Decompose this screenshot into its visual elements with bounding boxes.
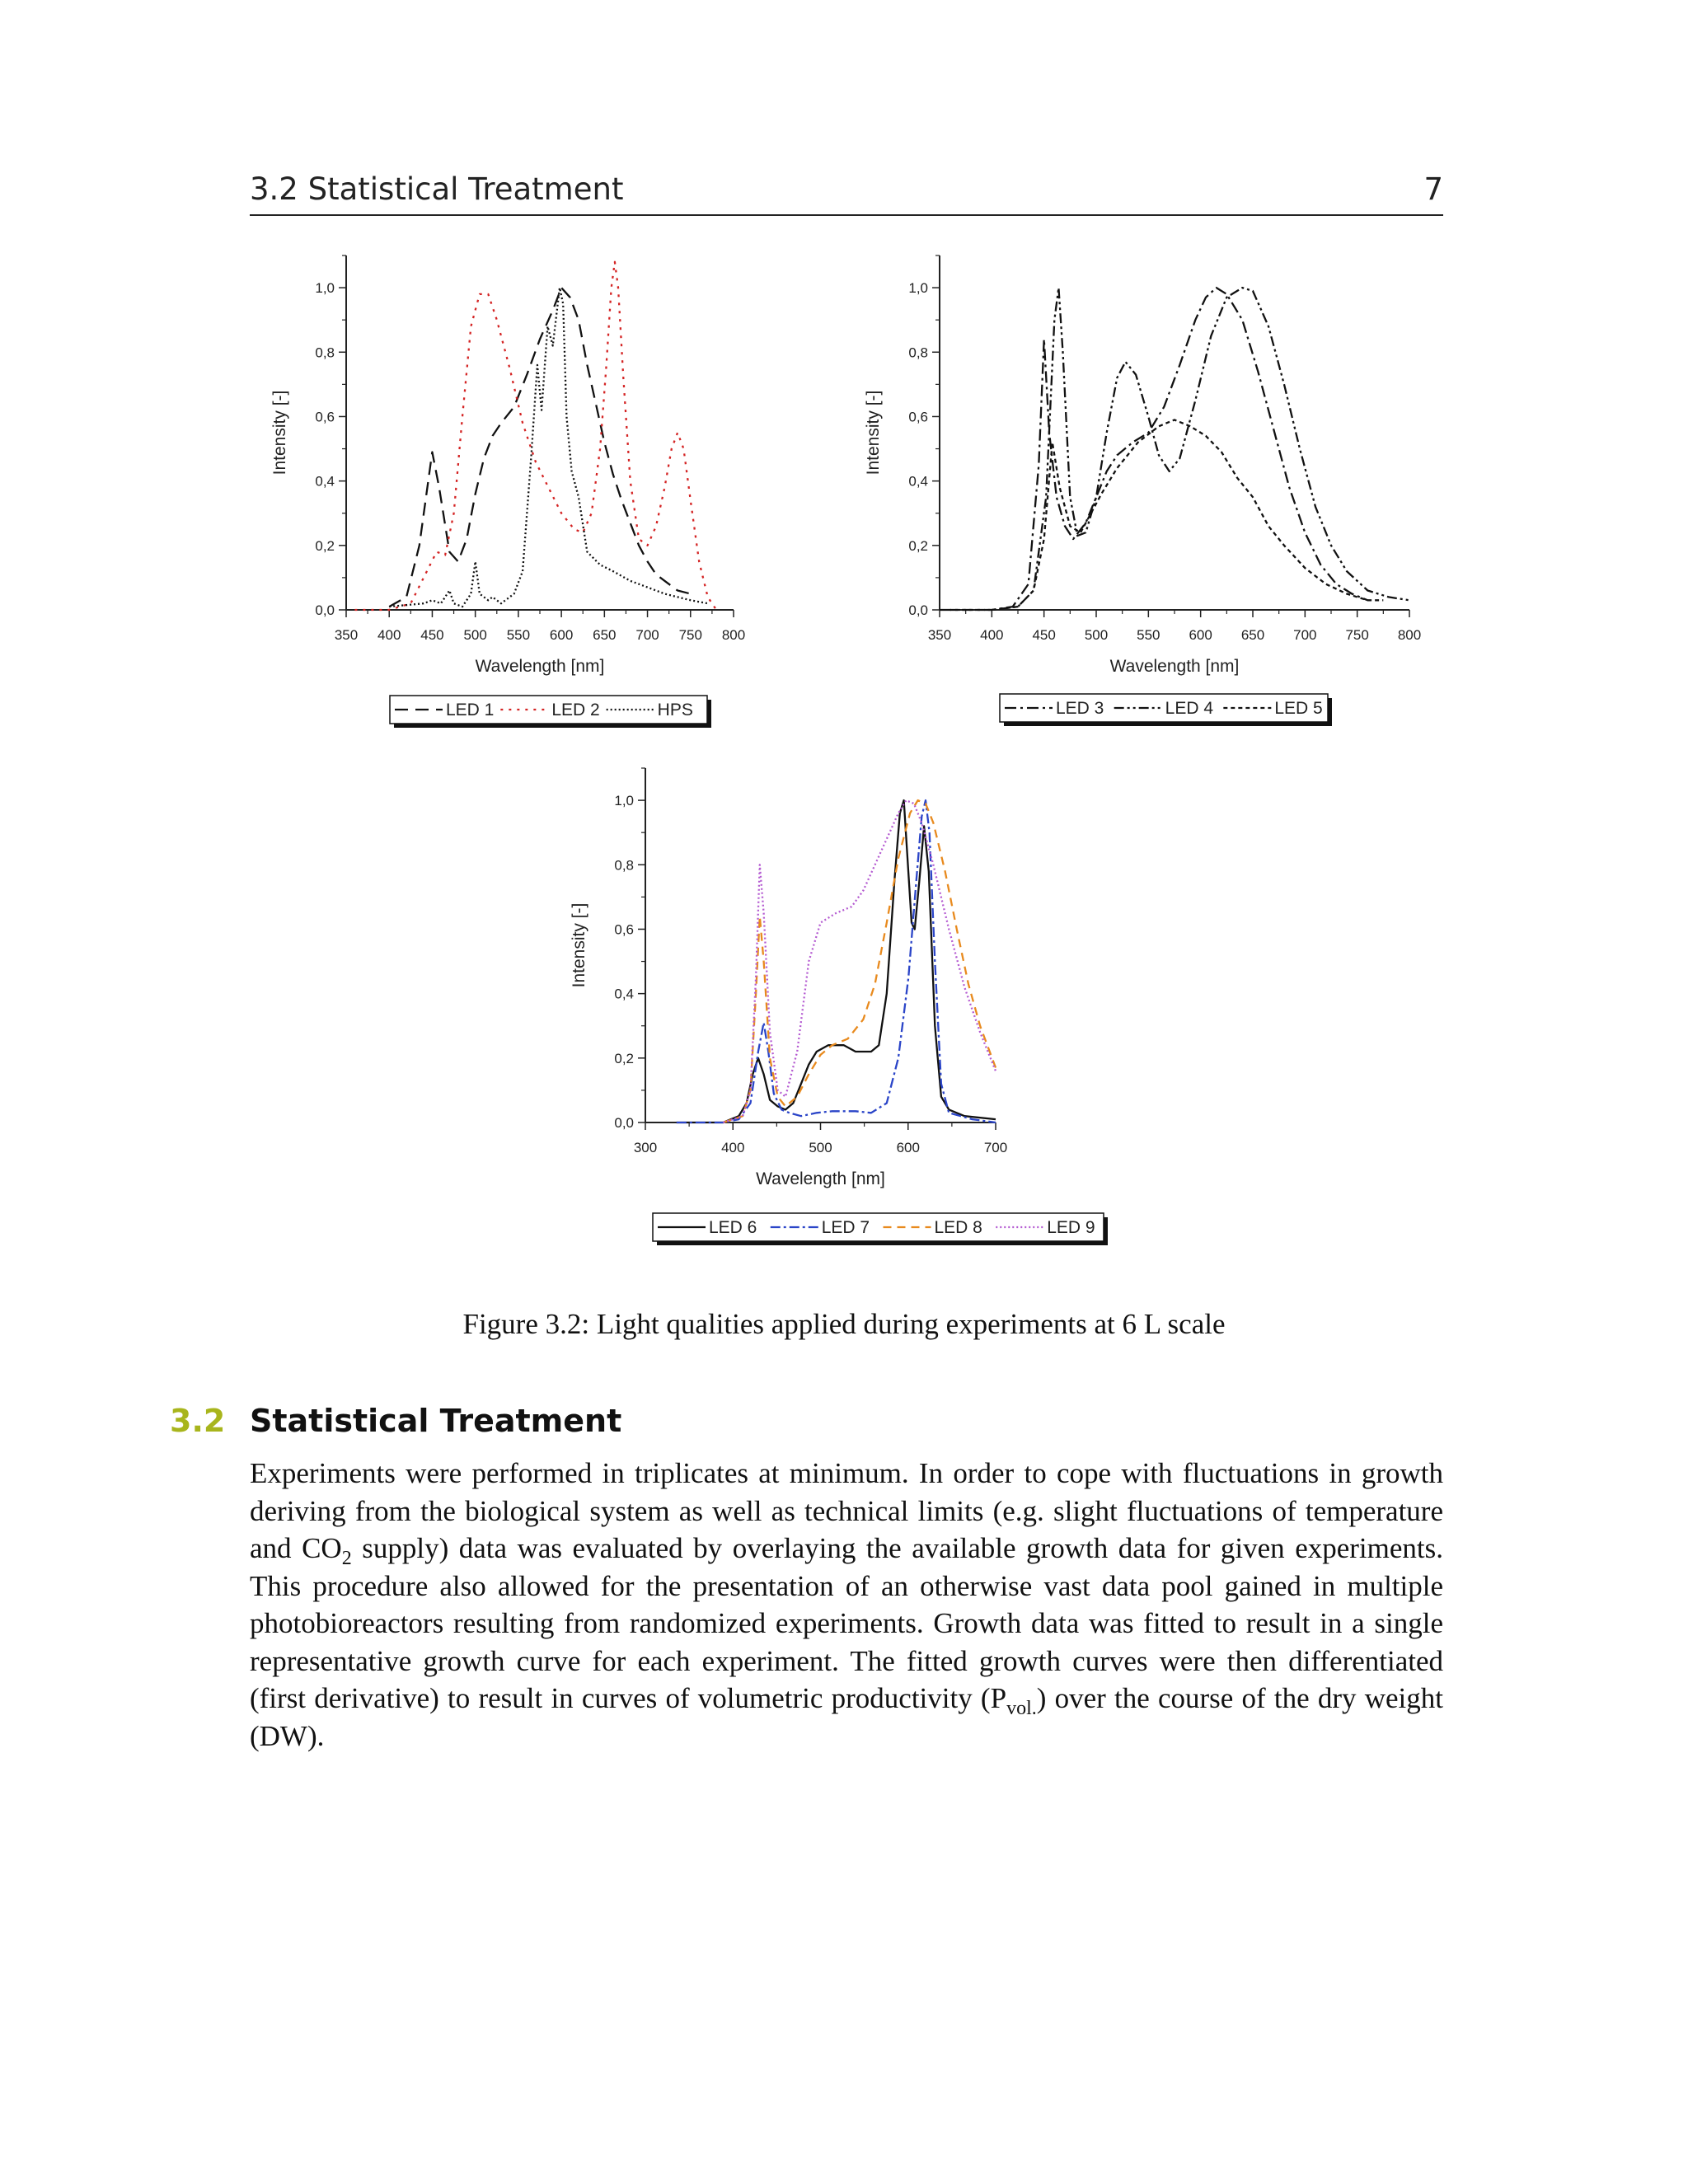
pvol-subscript: vol. (1006, 1698, 1037, 1719)
section-title: Statistical Treatment (250, 1403, 622, 1439)
chart1-y-tick-label: 0,6 (908, 409, 928, 425)
chart0-legend-label: LED 1 (446, 701, 495, 719)
chart1-series-led-3 (940, 288, 1367, 610)
chart0-x-tick-label: 800 (721, 627, 746, 643)
chart1-x-tick-label: 750 (1345, 627, 1369, 643)
chart1-y-axis-label: Intensity [-] (864, 390, 883, 476)
running-header (250, 171, 1443, 216)
chart1-y-tick-label: 1,0 (908, 280, 928, 297)
co2-subscript: 2 (341, 1548, 352, 1569)
chart1-legend-label: LED 3 (1056, 699, 1104, 718)
chart2-y-axis-label: Intensity [-] (570, 902, 588, 988)
chart0-x-tick-label: 350 (334, 627, 359, 643)
chart0-series-led-1 (389, 288, 691, 607)
chart0-y-tick-label: 0,8 (315, 344, 335, 361)
chart1-x-tick-label: 700 (1293, 627, 1317, 643)
body-text-part-1: Experiments were performed in triplicates at minimum. In order to cope with fluctuations in growth deriving from the biological system as well as technical limits (e.g. slight fluctuations of temperature and CO (250, 1457, 1443, 1564)
chart1-x-tick-label: 650 (1240, 627, 1265, 643)
chart1-y-tick-label: 0,2 (908, 537, 928, 554)
chart0-x-tick-label: 700 (635, 627, 659, 643)
chart2-y-tick-label: 0,6 (614, 921, 634, 938)
chart0-x-tick-label: 600 (549, 627, 574, 643)
chart2-x-axis-label: Wavelength [nm] (756, 1169, 885, 1188)
chart1-x-tick-label: 450 (1032, 627, 1056, 643)
chart2-x-tick-label: 300 (633, 1140, 658, 1155)
chart2-series-led-7 (677, 800, 996, 1122)
chart0-y-tick-label: 0,4 (315, 473, 335, 490)
chart0-y-tick-label: 0,2 (315, 537, 335, 554)
chart0-series-led-2 (354, 262, 716, 610)
chart0-legend-label: HPS (657, 701, 693, 719)
chart0-x-axis-label: Wavelength [nm] (475, 657, 605, 676)
chart0-y-tick-label: 0,0 (315, 602, 335, 618)
chart2-y-tick-label: 1,0 (614, 793, 634, 809)
chart2-x-tick-label: 700 (983, 1140, 1008, 1155)
running-header-title: 3.2 Statistical Treatment (250, 171, 624, 207)
chart2-x-tick-label: 600 (896, 1140, 920, 1155)
section-number: 3.2 (170, 1403, 226, 1439)
chart2-x-tick-label: 400 (721, 1140, 745, 1155)
chart2-legend-label: LED 8 (934, 1218, 982, 1237)
chart0-y-axis-label: Intensity [-] (270, 390, 289, 476)
chart2-series-led-6 (677, 800, 996, 1122)
chart1-x-axis-label: Wavelength [nm] (1109, 657, 1240, 676)
chart2-legend-label: LED 9 (1047, 1218, 1095, 1237)
chart1-legend-label: LED 5 (1274, 699, 1323, 718)
chart0-x-tick-label: 550 (506, 627, 531, 643)
section-body (250, 1455, 1443, 1755)
chart1-x-tick-label: 400 (980, 627, 1004, 643)
body-text-part-2: supply) data was evaluated by overlaying the available growth data for given experiments. This procedure also allowed for the presentation of an otherwise vast data pool gained in multiple photobioreactors resulting from randomized experiments. Growth data was fitted to result in a single representative growth curve for each experiment. The fitted growth curves were then differentiated (first derivative) to result in curves of volumetric productivity (P (250, 1532, 1444, 1714)
chart0-series-hps (389, 288, 708, 607)
chart1-legend-label: LED 4 (1165, 699, 1214, 718)
chart1-y-tick-label: 0,8 (908, 344, 928, 361)
figure-caption: Figure 3.2: Light qualities applied during experiments at 6 L scale (462, 1308, 1226, 1340)
chart2-x-tick-label: 500 (809, 1140, 832, 1155)
chart0-x-tick-label: 650 (593, 627, 617, 643)
chart2-y-tick-label: 0,8 (614, 857, 634, 874)
body-text-part-3: ) over the course of the dry weight (DW). (250, 1682, 1443, 1752)
chart1-x-tick-label: 800 (1397, 627, 1422, 643)
chart1-x-tick-label: 500 (1084, 627, 1109, 643)
chart1-series-led-4 (950, 288, 1409, 610)
chart0-x-tick-label: 500 (463, 627, 487, 643)
chart2-legend-label: LED 6 (709, 1218, 757, 1237)
chart0-y-tick-label: 0,6 (315, 409, 335, 425)
spectrum-chart-led1-led2-hps (272, 247, 849, 733)
spectrum-chart-led3-led4-led5 (865, 247, 1442, 733)
chart1-x-tick-label: 350 (927, 627, 952, 643)
chart2-y-tick-label: 0,2 (614, 1050, 634, 1066)
chart0-y-tick-label: 1,0 (315, 280, 335, 297)
chart1-x-tick-label: 550 (1137, 627, 1160, 643)
chart1-y-tick-label: 0,4 (908, 473, 928, 490)
chart0-x-tick-label: 400 (377, 627, 401, 643)
chart1-y-tick-label: 0,0 (908, 602, 928, 618)
page-number: 7 (1423, 171, 1443, 207)
chart0-x-tick-label: 450 (420, 627, 444, 643)
chart2-y-tick-label: 0,4 (614, 986, 634, 1002)
chart2-legend-label: LED 7 (821, 1218, 870, 1237)
chart1-x-tick-label: 600 (1189, 627, 1212, 643)
chart2-y-tick-label: 0,0 (614, 1115, 634, 1131)
chart0-x-tick-label: 750 (678, 627, 702, 643)
chart0-legend-label: LED 2 (551, 701, 600, 719)
spectrum-chart-led6-led9 (560, 742, 1137, 1253)
